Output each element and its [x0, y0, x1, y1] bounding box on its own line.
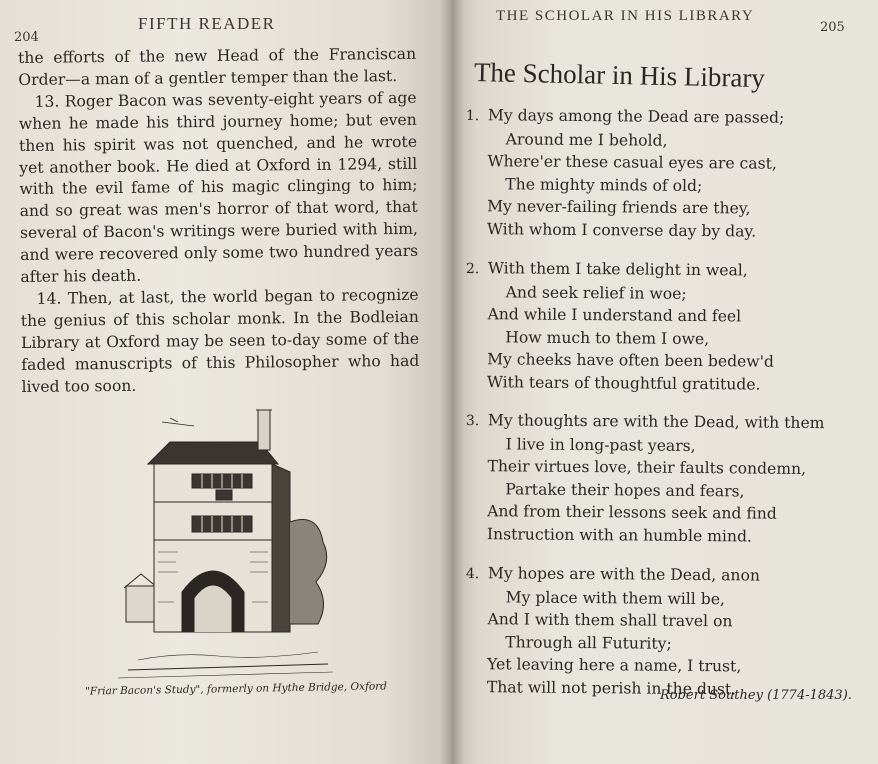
poem-line: I live in long-past years,	[505, 435, 696, 455]
poem-title: The Scholar in His Library	[473, 57, 766, 94]
running-head-right: THE SCHOLAR IN HIS LIBRARY	[496, 8, 755, 24]
poem-line: And seek relief in woe;	[505, 282, 687, 303]
poem-line: Their virtues love, their faults condemn,	[487, 457, 807, 479]
poem-line: My thoughts are with the Dead, with them	[487, 411, 825, 433]
poem-line: And I with them shall travel on	[487, 610, 733, 631]
stanza-number: 2.	[465, 260, 480, 277]
poem-author: Robert Southey (1774-1843).	[660, 688, 852, 703]
poem-line: My days among the Dead are passed;	[487, 106, 785, 127]
stanza-1	[465, 104, 864, 244]
stanza-number: 1.	[465, 107, 480, 125]
poem-line: Around me I behold,	[505, 129, 668, 150]
poem-line: Partake their hopes and fears,	[505, 480, 745, 501]
poem-line: And while I understand and feel	[487, 304, 742, 326]
poem-line: My never-failing friends are they,	[487, 197, 751, 218]
poem-line: Yet leaving here a name, I trust,	[487, 655, 742, 676]
poem-line: With tears of thoughtful gratitude.	[486, 372, 761, 394]
poem-line: And from their lessons seek and find	[487, 502, 777, 524]
paragraph-continuation: the efforts of the new Head of the Franciscan Order—a man of a gentler temper than the last.	[18, 44, 417, 89]
poem-line: My place with them will be,	[505, 587, 726, 608]
poem-line: Where'er these casual eyes are cast,	[487, 152, 777, 173]
stanza-number: 4.	[465, 565, 480, 582]
page-number-right: 205	[820, 20, 845, 35]
paragraph-14: 14. Then, at last, the world began to recognize the genius of this scholar monk. In the Bodleian Library at Oxford may be seen to-day some of the faded manuscripts of this Philosopher who had lived too soon.	[20, 285, 420, 396]
poem-line: My cheeks have often been bedew'd	[487, 350, 775, 371]
stanza-4	[465, 562, 864, 702]
stanza-3	[465, 409, 864, 549]
illustration-caption: "Friar Bacon's Study", formerly on Hythe Bridge, Oxford	[84, 680, 388, 698]
friar-bacon-study-illustration	[118, 402, 338, 684]
poem-line: With whom I converse day by day.	[486, 220, 757, 241]
poem-body	[466, 104, 864, 714]
running-head-left: FIFTH READER	[138, 14, 276, 33]
poem-line: That will not perish in the dust.	[486, 677, 737, 699]
stanza-2	[465, 257, 864, 397]
poem-line: My hopes are with the Dead, anon	[487, 563, 761, 585]
left-body-text	[18, 44, 420, 399]
paragraph-13: 13. Roger Bacon was seventy-eight years of age when he made his third journey home; but even then his spirit was not quenched, and he wrote yet another book. He died at Oxford in 1294, still with the evil fame of his magic clinging to him; and so great was men's horror of that word, that several of Bacon's writings were buried with him, and were recovered only some two hundred years after his death.	[18, 88, 419, 287]
poem-line: Through all Futurity;	[505, 632, 672, 653]
stanza-number: 3.	[465, 413, 480, 430]
poem-line: The mighty minds of old;	[505, 175, 703, 195]
page-number-left: 204	[14, 30, 39, 45]
poem-line: Instruction with an humble mind.	[486, 525, 753, 546]
poem-line: How much to them I owe,	[505, 327, 710, 348]
book-gutter	[440, 0, 464, 764]
poem-line: With them I take delight in weal,	[487, 258, 748, 280]
